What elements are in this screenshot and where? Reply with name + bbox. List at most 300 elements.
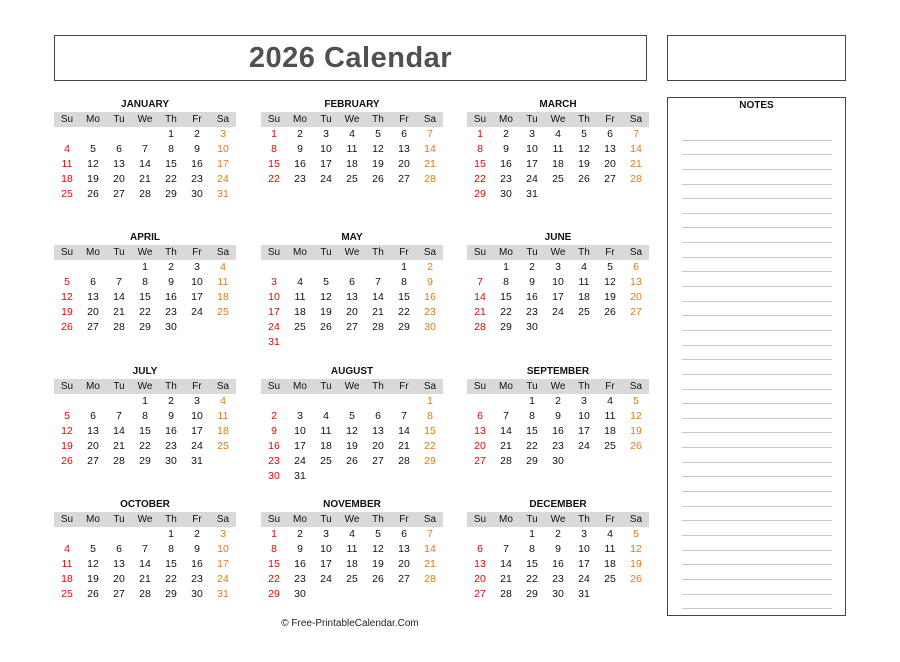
week-row: [467, 260, 649, 275]
week-row: [261, 572, 443, 587]
day-cell: 1: [529, 528, 535, 540]
day-cell: 16: [552, 558, 564, 570]
month-january: [54, 98, 236, 202]
day-cell: 13: [113, 158, 125, 170]
day-cell: 13: [474, 425, 486, 437]
weekday-label: Tu: [113, 247, 125, 258]
day-cell: 31: [526, 188, 538, 200]
day-cell: 25: [294, 321, 306, 333]
day-cell: 4: [607, 528, 613, 540]
week-row: [467, 290, 649, 305]
weekday-label: Tu: [320, 114, 332, 125]
day-cell: 17: [578, 425, 590, 437]
note-line: [682, 463, 832, 478]
day-cell: 30: [424, 321, 436, 333]
day-cell: 29: [474, 188, 486, 200]
day-cell: 17: [191, 291, 203, 303]
day-cell: 27: [87, 321, 99, 333]
day-cell: 25: [604, 573, 616, 585]
day-cell: 26: [372, 573, 384, 585]
week-row: [467, 127, 649, 142]
day-cell: 22: [268, 173, 280, 185]
weekday-header: [54, 379, 236, 394]
day-cell: 19: [61, 440, 73, 452]
weekday-label: Mo: [293, 114, 307, 125]
day-cell: 6: [116, 143, 122, 155]
day-cell: 20: [372, 440, 384, 452]
weekday-label: Sa: [216, 514, 230, 525]
week-row: [467, 142, 649, 157]
week-row: [467, 409, 649, 424]
weekday-label: Mo: [293, 381, 307, 392]
month-name: AUGUST: [330, 366, 374, 377]
day-cell: 11: [217, 410, 229, 422]
day-cell: 26: [320, 321, 332, 333]
day-cell: 2: [194, 528, 200, 540]
week-row: [467, 439, 649, 454]
weekday-label: Su: [473, 247, 487, 258]
day-cell: 19: [61, 306, 73, 318]
week-row: [54, 157, 236, 172]
day-cell: 7: [477, 276, 483, 288]
day-cell: 14: [139, 158, 151, 170]
weekday-label: Th: [372, 381, 384, 392]
weekday-label: Fr: [605, 381, 615, 392]
day-cell: 24: [268, 321, 280, 333]
week-row: [261, 394, 443, 409]
day-cell: 31: [294, 470, 306, 482]
week-row: [261, 142, 443, 157]
day-cell: 20: [398, 158, 410, 170]
weekday-label: We: [137, 114, 153, 125]
month-name: SEPTEMBER: [526, 366, 590, 377]
empty-day: [467, 527, 493, 542]
day-cell: 26: [630, 573, 642, 585]
weekday-label: Fr: [399, 114, 409, 125]
month-september: [467, 365, 649, 469]
empty-day: [261, 260, 287, 275]
day-cell: 25: [578, 306, 590, 318]
day-cell: 30: [500, 188, 512, 200]
weekday-label: Tu: [113, 514, 125, 525]
weekday-label: Su: [473, 381, 487, 392]
week-row: [54, 394, 236, 409]
day-cell: 26: [372, 173, 384, 185]
day-cell: 12: [320, 291, 332, 303]
day-cell: 28: [113, 321, 125, 333]
day-cell: 20: [346, 306, 358, 318]
day-cell: 6: [349, 276, 355, 288]
day-cell: 8: [477, 143, 483, 155]
month-may: [261, 231, 443, 350]
weekday-label: Su: [267, 114, 281, 125]
weekday-label: Sa: [629, 514, 643, 525]
note-line: [682, 404, 832, 419]
day-cell: 15: [526, 425, 538, 437]
day-cell: 10: [191, 276, 203, 288]
weekday-label: We: [344, 514, 360, 525]
week-row: [54, 424, 236, 439]
day-cell: 8: [168, 543, 174, 555]
week-row: [261, 275, 443, 290]
week-row: [54, 557, 236, 572]
day-cell: 2: [297, 528, 303, 540]
day-cell: 14: [424, 143, 436, 155]
day-cell: 23: [424, 306, 436, 318]
week-row: [261, 335, 443, 350]
day-cell: 8: [503, 276, 509, 288]
weekday-header: [261, 379, 443, 394]
day-cell: 8: [427, 410, 433, 422]
weekday-label: Mo: [499, 381, 513, 392]
empty-day: [287, 260, 313, 275]
weekday-label: Th: [578, 514, 590, 525]
week-row: [261, 439, 443, 454]
weekday-label: Th: [165, 514, 177, 525]
week-row: [261, 409, 443, 424]
day-cell: 20: [398, 558, 410, 570]
day-cell: 27: [604, 173, 616, 185]
week-row: [54, 290, 236, 305]
day-cell: 10: [578, 543, 590, 555]
day-cell: 3: [529, 128, 535, 140]
weekday-label: Fr: [605, 114, 615, 125]
day-cell: 5: [90, 143, 96, 155]
note-line: [682, 126, 832, 141]
month-november: [261, 498, 443, 602]
weekday-label: Fr: [605, 514, 615, 525]
day-cell: 23: [191, 173, 203, 185]
day-cell: 18: [552, 158, 564, 170]
weekday-label: We: [344, 381, 360, 392]
day-cell: 24: [191, 306, 203, 318]
day-cell: 16: [526, 291, 538, 303]
weekday-label: Fr: [192, 514, 202, 525]
weekday-header: [261, 245, 443, 260]
day-cell: 5: [90, 543, 96, 555]
day-cell: 6: [116, 543, 122, 555]
month-name: NOVEMBER: [323, 499, 381, 510]
week-row: [261, 305, 443, 320]
day-cell: 10: [217, 143, 229, 155]
day-cell: 22: [139, 306, 151, 318]
day-cell: 17: [294, 440, 306, 452]
day-cell: 19: [87, 173, 99, 185]
weekday-label: Su: [473, 514, 487, 525]
month-august: [261, 365, 443, 484]
day-cell: 25: [320, 455, 332, 467]
day-cell: 24: [526, 173, 538, 185]
day-cell: 21: [424, 558, 436, 570]
day-cell: 28: [139, 188, 151, 200]
week-row: [261, 587, 443, 602]
day-cell: 2: [271, 410, 277, 422]
note-line: [682, 419, 832, 434]
day-cell: 29: [526, 588, 538, 600]
day-cell: 25: [61, 188, 73, 200]
empty-day: [132, 527, 158, 542]
day-cell: 19: [372, 158, 384, 170]
weekday-header: [467, 245, 649, 260]
day-cell: 18: [217, 291, 229, 303]
note-line: [682, 228, 832, 243]
day-cell: 4: [349, 128, 355, 140]
note-line: [682, 141, 832, 156]
note-line: [682, 448, 832, 463]
day-cell: 12: [61, 291, 73, 303]
day-cell: 19: [320, 306, 332, 318]
empty-day: [106, 394, 132, 409]
weekday-label: Fr: [192, 114, 202, 125]
day-cell: 3: [297, 410, 303, 422]
week-row: [467, 587, 649, 602]
day-cell: 13: [474, 558, 486, 570]
day-cell: 16: [500, 158, 512, 170]
day-cell: 24: [217, 573, 229, 585]
day-cell: 25: [604, 440, 616, 452]
day-cell: 30: [165, 455, 177, 467]
day-cell: 15: [139, 291, 151, 303]
day-cell: 30: [268, 470, 280, 482]
day-cell: 7: [142, 543, 148, 555]
week-row: [467, 305, 649, 320]
weekday-label: We: [137, 514, 153, 525]
day-cell: 2: [555, 528, 561, 540]
day-cell: 3: [271, 276, 277, 288]
day-cell: 26: [578, 173, 590, 185]
weekday-label: Th: [165, 114, 177, 125]
month-march: [467, 98, 649, 202]
day-cell: 6: [633, 261, 639, 273]
month-name: MARCH: [539, 99, 577, 110]
day-cell: 9: [555, 543, 561, 555]
note-line: [682, 390, 832, 405]
weekday-header: [467, 512, 649, 527]
day-cell: 4: [555, 128, 561, 140]
week-row: [467, 157, 649, 172]
week-row: [54, 572, 236, 587]
day-cell: 29: [526, 455, 538, 467]
month-name: DECEMBER: [529, 499, 587, 510]
week-row: [54, 172, 236, 187]
day-cell: 11: [346, 143, 358, 155]
weekday-label: Tu: [113, 381, 125, 392]
day-cell: 23: [165, 306, 177, 318]
day-cell: 2: [194, 128, 200, 140]
day-cell: 21: [139, 573, 151, 585]
day-cell: 5: [375, 128, 381, 140]
day-cell: 25: [217, 440, 229, 452]
day-cell: 27: [113, 188, 125, 200]
week-row: [467, 394, 649, 409]
day-cell: 14: [424, 543, 436, 555]
day-cell: 17: [578, 558, 590, 570]
day-cell: 13: [113, 558, 125, 570]
day-cell: 9: [271, 425, 277, 437]
day-cell: 14: [113, 291, 125, 303]
note-line: [682, 580, 832, 595]
day-cell: 13: [398, 143, 410, 155]
day-cell: 27: [113, 588, 125, 600]
day-cell: 27: [398, 573, 410, 585]
day-cell: 18: [61, 173, 73, 185]
day-cell: 16: [191, 158, 203, 170]
day-cell: 27: [346, 321, 358, 333]
day-cell: 22: [165, 573, 177, 585]
day-cell: 27: [474, 455, 486, 467]
weekday-label: Fr: [605, 247, 615, 258]
day-cell: 11: [604, 410, 616, 422]
day-cell: 31: [268, 336, 280, 348]
day-cell: 24: [578, 573, 590, 585]
note-line: [682, 214, 832, 229]
day-cell: 17: [552, 291, 564, 303]
day-cell: 5: [323, 276, 329, 288]
day-cell: 28: [113, 455, 125, 467]
day-cell: 29: [398, 321, 410, 333]
day-cell: 1: [529, 395, 535, 407]
day-cell: 20: [87, 440, 99, 452]
weekday-label: Su: [267, 381, 281, 392]
day-cell: 2: [427, 261, 433, 273]
note-line: [682, 477, 832, 492]
day-cell: 26: [604, 306, 616, 318]
empty-day: [493, 527, 519, 542]
day-cell: 9: [427, 276, 433, 288]
day-cell: 8: [271, 543, 277, 555]
day-cell: 21: [139, 173, 151, 185]
empty-day: [493, 394, 519, 409]
week-row: [467, 275, 649, 290]
day-cell: 21: [474, 306, 486, 318]
weekday-label: Tu: [320, 514, 332, 525]
day-cell: 17: [191, 425, 203, 437]
day-cell: 22: [474, 173, 486, 185]
empty-day: [106, 260, 132, 275]
day-cell: 30: [191, 188, 203, 200]
day-cell: 8: [142, 276, 148, 288]
day-cell: 30: [552, 588, 564, 600]
weekday-label: Su: [60, 114, 74, 125]
weekday-header: [261, 512, 443, 527]
weekday-label: Th: [372, 514, 384, 525]
day-cell: 26: [346, 455, 358, 467]
day-cell: 28: [630, 173, 642, 185]
weekday-label: Th: [578, 114, 590, 125]
weekday-label: Mo: [86, 514, 100, 525]
weekday-label: We: [137, 381, 153, 392]
day-cell: 31: [217, 588, 229, 600]
month-october: [54, 498, 236, 602]
note-line: [682, 507, 832, 522]
day-cell: 7: [503, 410, 509, 422]
day-cell: 22: [526, 440, 538, 452]
day-cell: 6: [401, 528, 407, 540]
day-cell: 18: [604, 425, 616, 437]
day-cell: 22: [526, 573, 538, 585]
day-cell: 29: [424, 455, 436, 467]
day-cell: 26: [61, 455, 73, 467]
day-cell: 11: [346, 543, 358, 555]
note-line: [682, 155, 832, 170]
day-cell: 5: [349, 410, 355, 422]
note-line: [682, 243, 832, 258]
day-cell: 1: [271, 128, 277, 140]
weekday-header: [54, 245, 236, 260]
day-cell: 27: [372, 455, 384, 467]
day-cell: 21: [398, 440, 410, 452]
day-cell: 2: [503, 128, 509, 140]
weekday-label: Mo: [86, 247, 100, 258]
day-cell: 11: [320, 425, 332, 437]
week-row: [467, 542, 649, 557]
day-cell: 7: [401, 410, 407, 422]
weekday-label: We: [550, 247, 566, 258]
day-cell: 15: [424, 425, 436, 437]
day-cell: 26: [61, 321, 73, 333]
day-cell: 22: [398, 306, 410, 318]
side-box: [667, 35, 846, 81]
month-name: FEBRUARY: [324, 99, 380, 110]
day-cell: 18: [578, 291, 590, 303]
day-cell: 9: [168, 410, 174, 422]
day-cell: 13: [630, 276, 642, 288]
day-cell: 28: [500, 588, 512, 600]
day-cell: 18: [61, 573, 73, 585]
day-cell: 18: [294, 306, 306, 318]
day-cell: 17: [320, 558, 332, 570]
empty-day: [365, 394, 391, 409]
day-cell: 29: [165, 588, 177, 600]
day-cell: 14: [398, 425, 410, 437]
weekday-label: Th: [372, 247, 384, 258]
weekday-label: Mo: [499, 247, 513, 258]
weekday-header: [261, 112, 443, 127]
day-cell: 4: [581, 261, 587, 273]
day-cell: 6: [375, 410, 381, 422]
day-cell: 22: [165, 173, 177, 185]
day-cell: 29: [165, 188, 177, 200]
day-cell: 5: [64, 276, 70, 288]
day-cell: 7: [427, 128, 433, 140]
day-cell: 27: [398, 173, 410, 185]
day-cell: 4: [323, 410, 329, 422]
day-cell: 3: [220, 528, 226, 540]
day-cell: 16: [165, 291, 177, 303]
day-cell: 23: [552, 440, 564, 452]
day-cell: 19: [604, 291, 616, 303]
day-cell: 15: [474, 158, 486, 170]
day-cell: 4: [349, 528, 355, 540]
week-row: [261, 320, 443, 335]
day-cell: 24: [217, 173, 229, 185]
day-cell: 30: [552, 455, 564, 467]
day-cell: 8: [168, 143, 174, 155]
day-cell: 12: [87, 158, 99, 170]
day-cell: 10: [526, 143, 538, 155]
day-cell: 2: [297, 128, 303, 140]
day-cell: 22: [500, 306, 512, 318]
day-cell: 27: [474, 588, 486, 600]
day-cell: 3: [555, 261, 561, 273]
note-line: [682, 185, 832, 200]
day-cell: 16: [552, 425, 564, 437]
weekday-label: Sa: [423, 114, 437, 125]
day-cell: 28: [139, 588, 151, 600]
weekday-label: Th: [578, 247, 590, 258]
weekday-label: We: [550, 514, 566, 525]
day-cell: 5: [64, 410, 70, 422]
